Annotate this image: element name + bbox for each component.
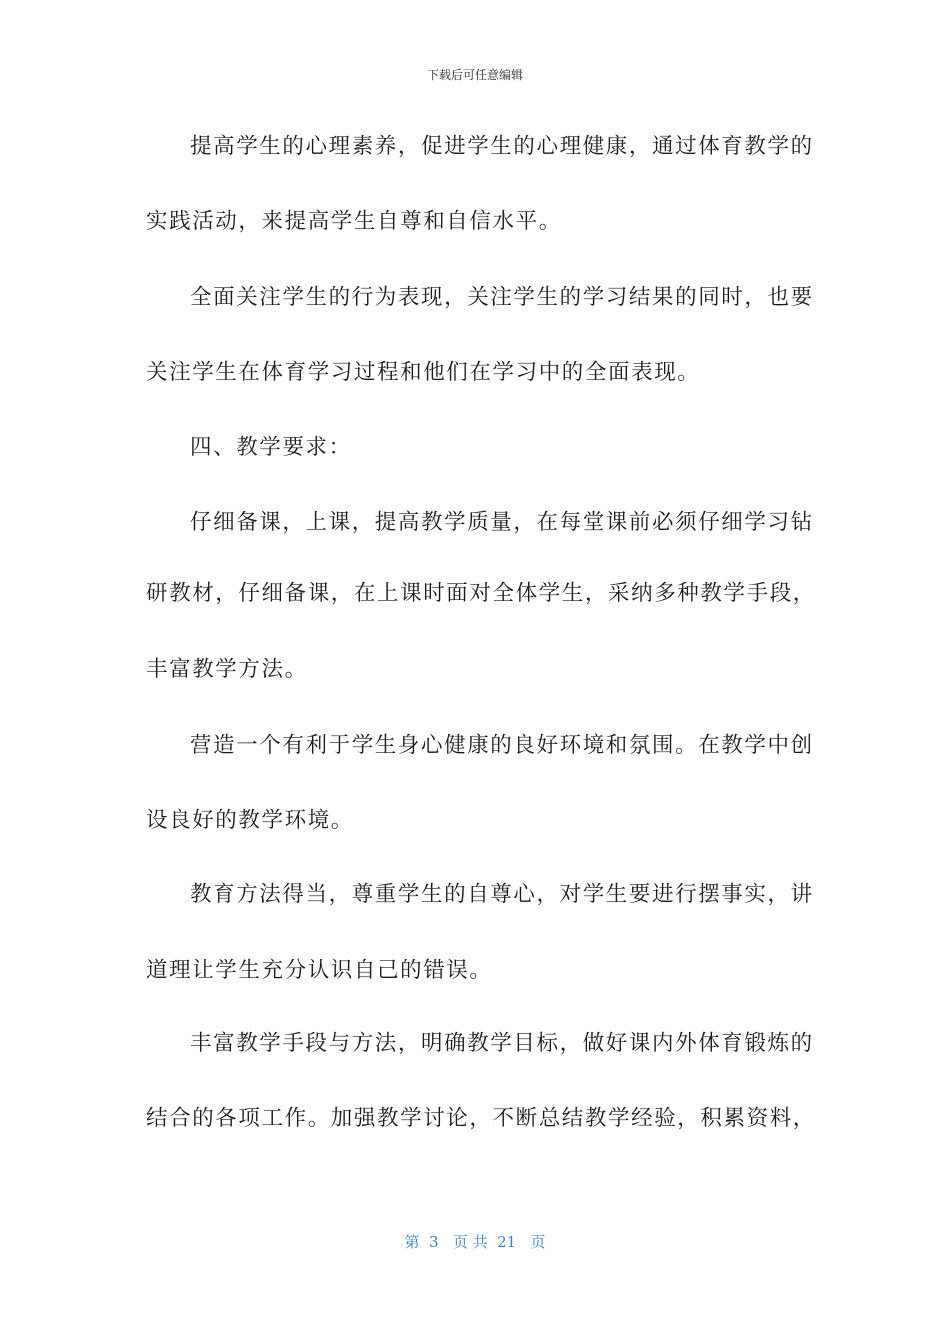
text-line: 道理让学生充分认识自己的错误。	[146, 958, 493, 983]
page-number-footer: 第 3 页 共 21 页	[404, 1233, 546, 1251]
page-header: 下载后可任意编辑	[426, 68, 523, 82]
text-line: 关注学生在体育学习过程和他们在学习中的全面表现。	[146, 360, 701, 385]
text-line: 设良好的教学环境。	[146, 808, 354, 833]
text-line: 丰富教学方法。	[146, 657, 308, 682]
text-line: 营造一个有利于学生身心健康的良好环境和氛围。在教学中创	[190, 733, 814, 758]
text-line: 仔细备课，上课，提高教学质量，在每堂课前必须仔细学习钻	[190, 510, 814, 535]
text-line: 提高学生的心理素养，促进学生的心理健康，通过体育教学的	[190, 134, 814, 159]
text-line: 研教材，仔细备课，在上课时面对全体学生，采纳多种教学手段，	[146, 581, 816, 606]
text-line: 结合的各项工作。加强教学讨论，不断总结教学经验，积累资料，	[146, 1106, 816, 1131]
text-line: 实践活动，来提高学生自尊和自信水平。	[146, 209, 562, 234]
text-line: 全面关注学生的行为表现，关注学生的学习结果的同时，也要	[190, 285, 814, 310]
text-line: 丰富教学手段与方法，明确教学目标，做好课内外体育锻炼的	[190, 1031, 814, 1056]
text-line: 教育方法得当，尊重学生的自尊心，对学生要进行摆事实，讲	[190, 882, 814, 907]
section-heading: 四、教学要求：	[190, 435, 352, 460]
